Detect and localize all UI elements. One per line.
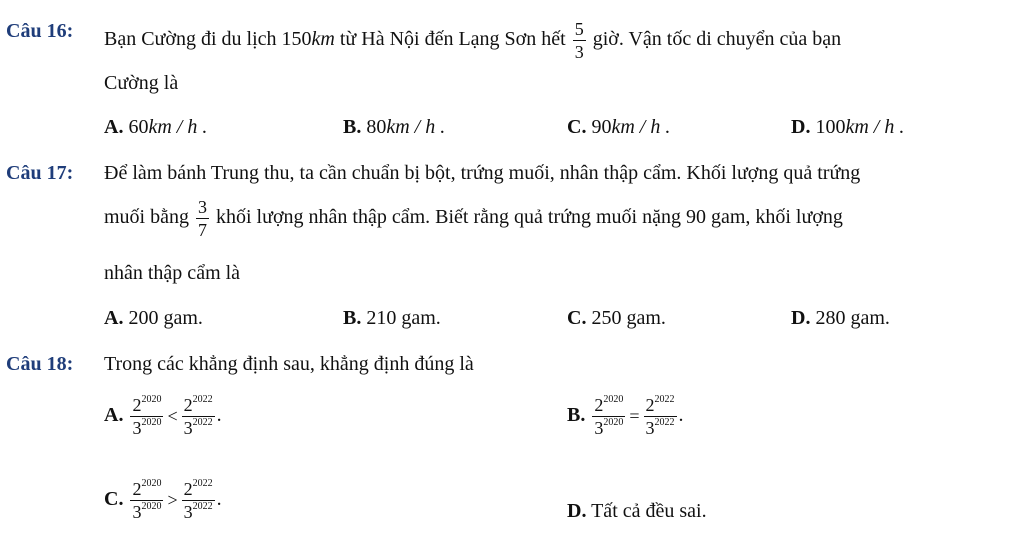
q16-option-a-unit: km / h . — [148, 116, 208, 138]
q18-option-a[interactable]: A. $\frac{2^{2020}}{3^{2020}}$ < $\frac{2^{2022}}{3^{2022}}$ . — [104, 394, 222, 438]
q17-option-c-letter: C. — [567, 307, 587, 329]
question-17-label: Câu 17: — [6, 162, 74, 184]
q17-option-a[interactable] — [104, 307, 203, 330]
q18-option-d[interactable] — [567, 500, 707, 523]
q16-fraction — [573, 20, 586, 61]
q17-fraction — [196, 198, 209, 239]
q16-option-d-value: 100 — [815, 116, 846, 138]
question-17-stem-line2 — [104, 198, 843, 239]
q18-c-relation: > — [167, 490, 178, 510]
q17-option-a-value: 200 gam. — [128, 307, 203, 329]
q17-option-a-letter: A. — [104, 307, 124, 329]
q17-option-b[interactable] — [343, 307, 441, 330]
q17-option-d-letter: D. — [791, 307, 811, 329]
q16-option-a[interactable] — [104, 116, 207, 139]
q18-option-b[interactable]: B. $\frac{2^{2020}}{3^{2020}}$ = $\frac{2^{2022}}{3^{2022}}$ . — [567, 394, 684, 438]
q16-option-b-letter: B. — [343, 116, 362, 138]
q16-frac-den: 3 — [574, 42, 584, 62]
q16-option-d-unit: km / h . — [845, 116, 905, 138]
question-17-stem-line1: Để làm bánh Trung thu, ta cần chuẩn bị bột, trứng muối, nhân thập cẩm. Khối lượng quả trứng — [104, 162, 861, 184]
q16-option-b[interactable] — [343, 116, 445, 139]
q16-stem-b: từ Hà Nội đến Lạng Sơn hết — [339, 28, 566, 51]
q16-option-b-value: 80 — [366, 116, 387, 138]
question-17-stem-line3: nhân thập cẩm là — [104, 262, 241, 284]
q17-option-d-value: 280 gam. — [815, 307, 890, 329]
q16-stem-a: Bạn Cường đi du lịch 150 — [104, 28, 312, 51]
q18-option-d-text: Tất cả đều sai. — [591, 500, 707, 522]
q16-option-c-letter: C. — [567, 116, 587, 138]
question-16-stem-line2: Cường là — [104, 72, 179, 94]
question-18-stem: Trong các khẳng định sau, khẳng định đúng là — [104, 353, 474, 375]
q18-option-c[interactable]: C. $\frac{2^{2020}}{3^{2020}}$ > $\frac{2^{2022}}{3^{2022}}$ . — [104, 478, 222, 522]
q16-option-c[interactable] — [567, 116, 670, 139]
question-16-stem-line1 — [104, 20, 841, 61]
q17-option-b-letter: B. — [343, 307, 362, 329]
q17-stem-b: khối lượng nhân thập cẩm. Biết rằng quả trứng muối nặng 90 gam, khối lượng — [216, 206, 843, 229]
q16-option-c-unit: km / h . — [611, 116, 671, 138]
q16-option-b-unit: km / h . — [386, 116, 446, 138]
q16-frac-num: 5 — [574, 19, 584, 39]
q18-c-right-fraction: $\frac{2^{2022}}{3^{2022}}$ — [183, 478, 213, 522]
q17-option-c[interactable] — [567, 307, 666, 330]
q17-option-d[interactable] — [791, 307, 890, 330]
q18-option-c-letter: C. — [104, 488, 124, 511]
q18-a-right-fraction: $\frac{2^{2022}}{3^{2022}}$ — [183, 394, 213, 438]
q17-stem-a: muối bằng — [104, 206, 189, 229]
q18-option-a-letter: A. — [104, 404, 124, 427]
q18-a-relation: < — [167, 406, 178, 426]
q17-option-b-value: 210 gam. — [366, 307, 441, 329]
q18-a-left-fraction: $\frac{2^{2020}}{3^{2020}}$ — [132, 394, 162, 438]
q17-frac-den: 7 — [198, 220, 207, 240]
q18-b-left-fraction: $\frac{2^{2020}}{3^{2020}}$ — [594, 394, 624, 438]
q16-option-a-letter: A. — [104, 116, 124, 138]
q17-frac-num: 3 — [198, 197, 207, 217]
q18-c-left-fraction: $\frac{2^{2020}}{3^{2020}}$ — [132, 478, 162, 522]
q18-b-right-fraction: $\frac{2^{2022}}{3^{2022}}$ — [645, 394, 675, 438]
q16-option-a-value: 60 — [128, 116, 149, 138]
q17-option-c-value: 250 gam. — [591, 307, 666, 329]
question-16-label: Câu 16: — [6, 20, 74, 42]
q16-option-c-value: 90 — [591, 116, 612, 138]
q16-option-d-letter: D. — [791, 116, 811, 138]
q16-option-d[interactable] — [791, 116, 904, 139]
q18-option-d-letter: D. — [567, 500, 587, 522]
q18-option-b-letter: B. — [567, 404, 586, 427]
q16-stem-unit: km — [311, 28, 335, 51]
q18-b-relation: = — [629, 406, 640, 426]
q16-stem-c: giờ. Vận tốc di chuyển của bạn — [592, 28, 842, 51]
question-18-label: Câu 18: — [6, 353, 74, 375]
